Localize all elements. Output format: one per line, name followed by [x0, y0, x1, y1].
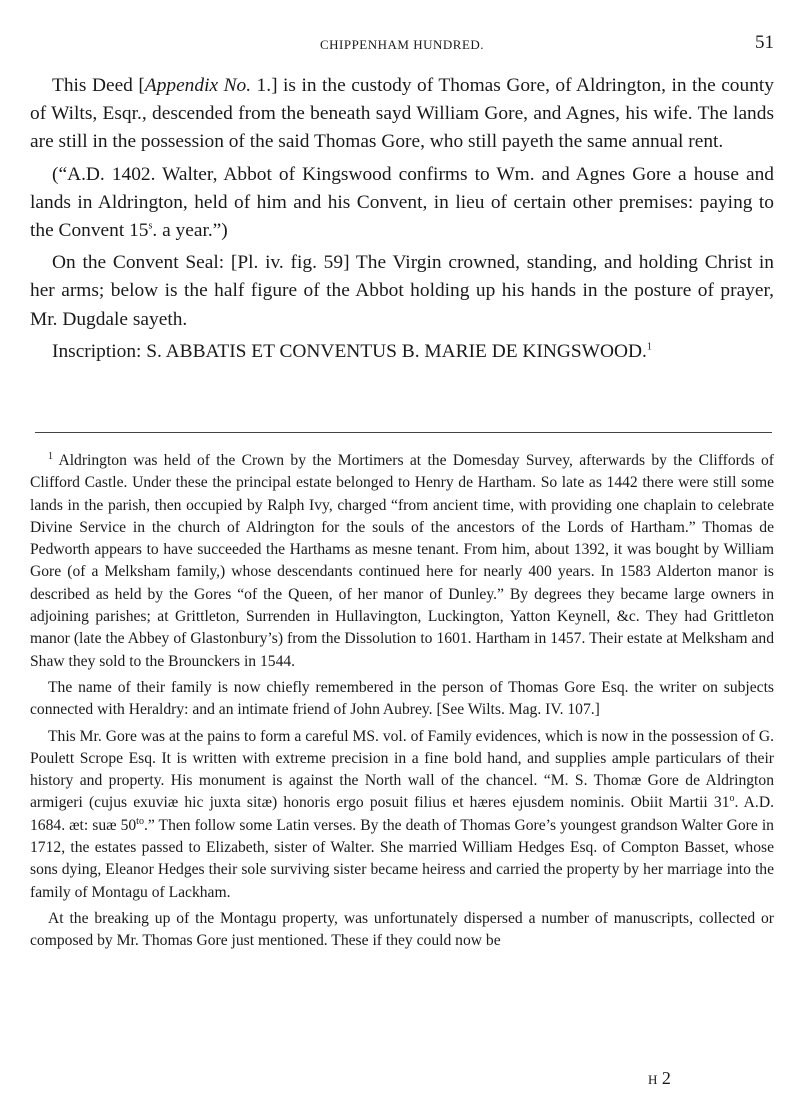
- running-title: CHIPPENHAM HUNDRED.: [319, 37, 485, 52]
- paragraph-convent-seal: On the Convent Seal: [Pl. iv. fig. 59] The Virgin crowned, standing, and holding Christ in her arms; below is the half figure of the Abbot holding up his hands in the posture of prayer, Mr. Dugdale sayeth.: [30, 252, 774, 330]
- footnote-text: Aldrington was held of the Crown by the Mortimers at the Domesday Survey, afterwards by the Cliffords of Clifford Castle. Under these the principal estate belonged to Henry de Hartham. So late as 1442 there were still some lands in the parish, then occupied by Ralph Ivy, charged “from ancient time, with providing one chaplain to celebrate Divine Service in the church of Aldrington for the souls of the ancestors of the Lords of Hartham.” Thomas de Pedworth appears to have succeeded the Harthams as mesne tenant. From him, about 1392, it was bought by William Gore (of a Melksham family,) whose descendants continued here for nearly 400 years. In 1583 Alderton manor is described as held by the Gores “of the Queen, of her manor of Dunley.” By degrees they became large owners in adjoining parishes; at Grittleton, Surrenden in Hullavington, Luckington, Yatton Keynell, &c. They had Grittleton manor (late the Abbey of Glastonbury’s) from the Dissolution to 1601. Hartham in 1457. Their estate at Melksham and Shaw they sold to the Brounckers in 1544.: [30, 452, 774, 670]
- footnote-reference: 1: [646, 341, 652, 353]
- footnote-paragraph: [30, 726, 774, 904]
- footnotes: [30, 450, 774, 953]
- paragraph-text: This Deed [: [52, 75, 145, 96]
- paragraph-quotation: [30, 161, 774, 246]
- paragraph-text: 1.] is in the custody of Thomas Gore, of Aldrington, in the county of Wilts, Esqr., descended from the beneath sayd William Gore, and Agnes, his wife. The lands are still in the possession of the said Thomas Gore, who still payeth the same annual rent.: [30, 75, 774, 153]
- superscript: o: [729, 793, 735, 805]
- paragraph-deed: [30, 72, 774, 157]
- appendix-reference: Appendix No.: [144, 75, 252, 96]
- signature-mark: [648, 1068, 671, 1089]
- paragraph-text: (“A.D. 1402. Walter, Abbot of Kingswood confirms to Wm. and Agnes Gore a house and lands in Aldrington, held of him and his Convent, in lieu of certain other premises: paying to the Convent 15: [30, 163, 774, 242]
- inscription-text: Inscription: S. ABBATIS ET CONVENTUS B. MARIE DE KINGSWOOD.: [52, 340, 647, 362]
- footnote-1: [30, 450, 774, 673]
- footnote-paragraph: The name of their family is now chiefly remembered in the person of Thomas Gore Esq. the writer on subjects connected with Heraldry: and an intimate friend of John Aubrey. [See Wilts. Mag. IV. 107.]: [30, 678, 774, 719]
- main-text: [30, 72, 774, 366]
- page-number: 51: [755, 32, 774, 53]
- paragraph-text: . a year.”): [152, 220, 228, 242]
- footnote-text: This Mr. Gore was at the pains to form a careful MS. vol. of Family evidences, which is now in the possession of G. Poulett Scrope Esq. It is written with extreme precision in a fine bold hand, and supplies ample particulars of their history and property. His monument is against the North wall of the chancel. “M. S. Thomæ Gore de Aldrington armigeri (cujus exuviæ hic juxta sitæ) honoris ergo posuit filius et hæres ejusdem nominis. Obiit Martii 31: [30, 727, 774, 812]
- signature-letter: H: [648, 1072, 658, 1087]
- footnote-marker: 1: [48, 450, 53, 462]
- running-head: [30, 32, 774, 56]
- superscript: s: [148, 220, 153, 232]
- footnote-paragraph: At the breaking up of the Montagu property, was unfortunately dispersed a number of manuscripts, collected or composed by Mr. Thomas Gore just mentioned. These if they could now be: [30, 909, 774, 950]
- signature-number: 2: [661, 1068, 671, 1088]
- superscript: to: [136, 815, 144, 827]
- footnote-text: .” Then follow some Latin verses. By the death of Thomas Gore’s youngest grandson Walter Gore in 1712, the estates passed to Elizabeth, sister of Walter. She married William Hedges Esq. of Compton Basset, whose sons dying, Eleanor Hedges their sole surviving sister became heiress and carried the property by her marriage into the family of Montagu of Lackham.: [30, 816, 774, 901]
- footnote-text: . A.D. 1684. æt: suæ 50: [30, 794, 774, 834]
- footnote-divider: [35, 432, 772, 433]
- paragraph-inscription: [30, 338, 774, 366]
